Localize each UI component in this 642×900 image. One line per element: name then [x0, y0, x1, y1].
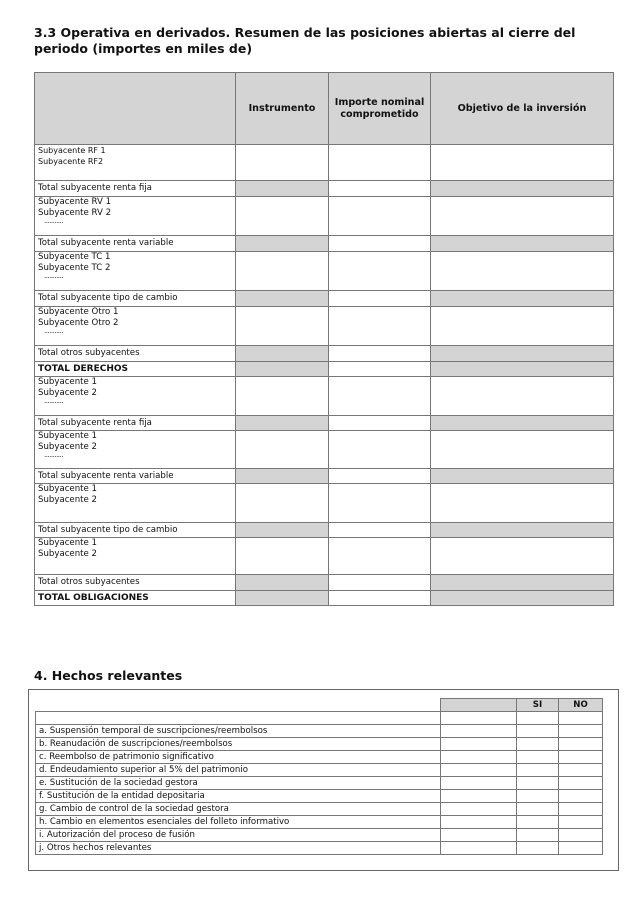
cell-objetivo[interactable] — [431, 307, 614, 346]
table-row-total — [35, 469, 614, 484]
table-row-grand-total — [35, 591, 614, 606]
derivatives-table-container — [34, 72, 613, 606]
hr-item-label: g. Cambio de control de la sociedad gestora — [36, 803, 441, 816]
cell-instrumento[interactable] — [236, 197, 329, 236]
ellipsis: ........... — [44, 397, 63, 405]
cell-grey — [236, 591, 329, 606]
cell-objetivo[interactable] — [431, 145, 614, 181]
hr-blank-cell — [36, 712, 441, 725]
hr-si-cell[interactable] — [517, 842, 559, 855]
row-label-oblig-3 — [35, 484, 236, 523]
table-row — [35, 431, 614, 469]
hr-si-cell[interactable] — [517, 790, 559, 803]
hr-item-cell — [441, 803, 517, 816]
hr-no-cell[interactable] — [559, 829, 603, 842]
hr-item-cell — [441, 842, 517, 855]
table-row — [36, 751, 603, 764]
table-row — [35, 484, 614, 523]
table-row-total — [35, 575, 614, 591]
row-item: Subyacente 2 — [38, 549, 98, 559]
ellipsis: ........... — [44, 217, 63, 225]
hr-no-cell[interactable] — [559, 777, 603, 790]
cell-importe[interactable] — [329, 538, 431, 575]
table-row-total — [35, 416, 614, 431]
hr-blank-cell — [559, 712, 603, 725]
table-row-total — [35, 523, 614, 538]
total-label: Total subyacente tipo de cambio — [35, 523, 236, 538]
hr-item-cell — [441, 738, 517, 751]
row-item: Subyacente 2 — [38, 442, 98, 452]
total-obligaciones-label: TOTAL OBLIGACIONES — [35, 591, 236, 606]
hr-item-label: i. Autorización del proceso de fusión — [36, 829, 441, 842]
hr-item-cell — [441, 764, 517, 777]
table-row — [35, 252, 614, 291]
cell-importe[interactable] — [329, 291, 431, 307]
cell-importe[interactable] — [329, 252, 431, 291]
cell-grey — [236, 291, 329, 307]
cell-importe[interactable] — [329, 307, 431, 346]
table-header-row — [35, 73, 614, 145]
cell-grey — [236, 523, 329, 538]
row-item: Subyacente 2 — [38, 495, 98, 505]
total-label: Total subyacente renta fija — [35, 416, 236, 431]
hr-no-cell[interactable] — [559, 751, 603, 764]
table-row-grand-total — [35, 362, 614, 377]
total-label: Total subyacente tipo de cambio — [35, 291, 236, 307]
cell-importe[interactable] — [329, 362, 431, 377]
total-label: Total subyacente renta fija — [35, 181, 236, 197]
row-label-oblig-1 — [35, 377, 236, 416]
hr-si-cell[interactable] — [517, 829, 559, 842]
hr-header-empty — [36, 699, 441, 712]
table-row — [36, 725, 603, 738]
row-label-oblig-4 — [35, 538, 236, 575]
hr-item-label: b. Reanudación de suscripciones/reembolsos — [36, 738, 441, 751]
hr-blank-cell — [517, 712, 559, 725]
hr-si-cell[interactable] — [517, 803, 559, 816]
cell-instrumento[interactable] — [236, 538, 329, 575]
hechos-relevantes-table — [35, 698, 603, 855]
cell-importe[interactable] — [329, 469, 431, 484]
cell-importe[interactable] — [329, 346, 431, 362]
cell-importe[interactable] — [329, 377, 431, 416]
cell-grey — [236, 346, 329, 362]
hr-no-cell[interactable] — [559, 816, 603, 829]
row-item: Subyacente Otro 2 — [38, 318, 119, 328]
row-item: Subyacente 1 — [38, 431, 98, 441]
cell-importe[interactable] — [329, 575, 431, 591]
cell-importe[interactable] — [329, 181, 431, 197]
cell-grey — [236, 236, 329, 252]
table-row — [35, 307, 614, 346]
cell-instrumento[interactable] — [236, 484, 329, 523]
table-row — [36, 842, 603, 855]
hr-header-grey — [441, 699, 517, 712]
header-blank-cell — [35, 73, 236, 145]
hr-item-cell — [441, 790, 517, 803]
cell-grey — [236, 575, 329, 591]
row-item: Subyacente RV 1 — [38, 197, 112, 207]
hr-header-row — [36, 699, 603, 712]
cell-grey — [236, 469, 329, 484]
row-item: Subyacente RF 1 — [38, 146, 106, 155]
cell-grey — [236, 362, 329, 377]
cell-importe[interactable] — [329, 431, 431, 469]
hr-si-cell[interactable] — [517, 725, 559, 738]
hr-item-cell — [441, 777, 517, 790]
cell-objetivo[interactable] — [431, 197, 614, 236]
row-label-otro — [35, 307, 236, 346]
hr-no-cell[interactable] — [559, 764, 603, 777]
table-row-total — [35, 236, 614, 252]
ellipsis: ........... — [44, 272, 63, 280]
row-item: Subyacente TC 2 — [38, 263, 111, 273]
hr-no-cell[interactable] — [559, 842, 603, 855]
cell-objetivo[interactable] — [431, 377, 614, 416]
row-item: Subyacente 2 — [38, 388, 98, 398]
table-row — [36, 829, 603, 842]
cell-grey — [431, 362, 614, 377]
hr-si-cell[interactable] — [517, 738, 559, 751]
cell-grey — [431, 416, 614, 431]
cell-objetivo[interactable] — [431, 431, 614, 469]
table-row — [35, 377, 614, 416]
hr-si-cell[interactable] — [517, 816, 559, 829]
hr-item-label: d. Endeudamiento superior al 5% del patrimonio — [36, 764, 441, 777]
hr-blank-row — [36, 712, 603, 725]
cell-grey — [431, 469, 614, 484]
row-label-oblig-2 — [35, 431, 236, 469]
hr-item-label: j. Otros hechos relevantes — [36, 842, 441, 855]
cell-importe[interactable] — [329, 591, 431, 606]
table-row — [36, 816, 603, 829]
cell-grey — [431, 181, 614, 197]
section-4-title: 4. Hechos relevantes — [34, 668, 183, 683]
hr-no-cell[interactable] — [559, 790, 603, 803]
section-3-3-title: 3.3 Operativa en derivados. Resumen de las posiciones abiertas al cierre del periodo (importes en miles de) — [34, 25, 576, 56]
header-instrumento: Instrumento — [236, 73, 329, 145]
hr-item-label: h. Cambio en elementos esenciales del folleto informativo — [36, 816, 441, 829]
hr-item-label: a. Suspensión temporal de suscripciones/reembolsos — [36, 725, 441, 738]
cell-grey — [431, 236, 614, 252]
row-item: Subyacente 1 — [38, 377, 98, 387]
cell-instrumento[interactable] — [236, 307, 329, 346]
hr-si-cell[interactable] — [517, 777, 559, 790]
header-importe-nominal: Importe nominal comprometido — [329, 73, 431, 145]
table-row — [36, 803, 603, 816]
cell-instrumento[interactable] — [236, 377, 329, 416]
table-row-total — [35, 346, 614, 362]
row-item: Subyacente 1 — [38, 538, 98, 548]
header-objetivo-inversion: Objetivo de la inversión — [431, 73, 614, 145]
cell-grey — [236, 416, 329, 431]
hr-item-label: c. Reembolso de patrimonio significativo — [36, 751, 441, 764]
total-label: Total subyacente renta variable — [35, 469, 236, 484]
table-row — [35, 145, 614, 181]
row-item: Subyacente RV 2 — [38, 208, 112, 218]
hr-blank-cell — [441, 712, 517, 725]
cell-grey — [431, 291, 614, 307]
cell-instrumento[interactable] — [236, 431, 329, 469]
cell-grey — [431, 575, 614, 591]
cell-importe[interactable] — [329, 236, 431, 252]
row-label-rv — [35, 197, 236, 236]
table-row — [36, 777, 603, 790]
table-row — [36, 790, 603, 803]
ellipsis: ........... — [44, 327, 63, 335]
hr-no-cell[interactable] — [559, 725, 603, 738]
cell-importe[interactable] — [329, 416, 431, 431]
cell-importe[interactable] — [329, 484, 431, 523]
row-item: Subyacente Otro 1 — [38, 307, 119, 317]
cell-grey — [431, 523, 614, 538]
hechos-relevantes-box — [28, 689, 619, 871]
hr-item-label: f. Sustitución de la entidad depositaria — [36, 790, 441, 803]
derivatives-table — [34, 72, 614, 606]
hr-no-cell[interactable] — [559, 738, 603, 751]
table-row-total — [35, 291, 614, 307]
cell-objetivo[interactable] — [431, 484, 614, 523]
hr-item-cell — [441, 829, 517, 842]
total-derechos-label: TOTAL DERECHOS — [35, 362, 236, 377]
hr-item-label: e. Sustitución de la sociedad gestora — [36, 777, 441, 790]
table-row — [35, 197, 614, 236]
table-row — [35, 538, 614, 575]
ellipsis: ........... — [44, 451, 63, 459]
cell-importe[interactable] — [329, 145, 431, 181]
cell-grey — [431, 591, 614, 606]
table-row — [36, 764, 603, 777]
hr-si-cell[interactable] — [517, 751, 559, 764]
hr-no-cell[interactable] — [559, 803, 603, 816]
hr-header-si: SI — [517, 699, 559, 712]
row-label-rf — [35, 145, 236, 181]
hr-item-cell — [441, 816, 517, 829]
cell-importe[interactable] — [329, 523, 431, 538]
row-item: Subyacente 1 — [38, 484, 98, 494]
table-row — [36, 738, 603, 751]
cell-importe[interactable] — [329, 197, 431, 236]
row-label-tc — [35, 252, 236, 291]
row-item: Subyacente TC 1 — [38, 252, 111, 262]
cell-instrumento[interactable] — [236, 252, 329, 291]
table-row-total — [35, 181, 614, 197]
total-label: Total otros subyacentes — [35, 575, 236, 591]
total-label: Total subyacente renta variable — [35, 236, 236, 252]
hr-item-cell — [441, 725, 517, 738]
hr-si-cell[interactable] — [517, 764, 559, 777]
hr-item-cell — [441, 751, 517, 764]
cell-objetivo[interactable] — [431, 252, 614, 291]
cell-objetivo[interactable] — [431, 538, 614, 575]
cell-grey — [236, 181, 329, 197]
row-item: Subyacente RF2 — [38, 157, 104, 166]
hr-header-no: NO — [559, 699, 603, 712]
cell-grey — [431, 346, 614, 362]
total-label: Total otros subyacentes — [35, 346, 236, 362]
cell-instrumento[interactable] — [236, 145, 329, 181]
